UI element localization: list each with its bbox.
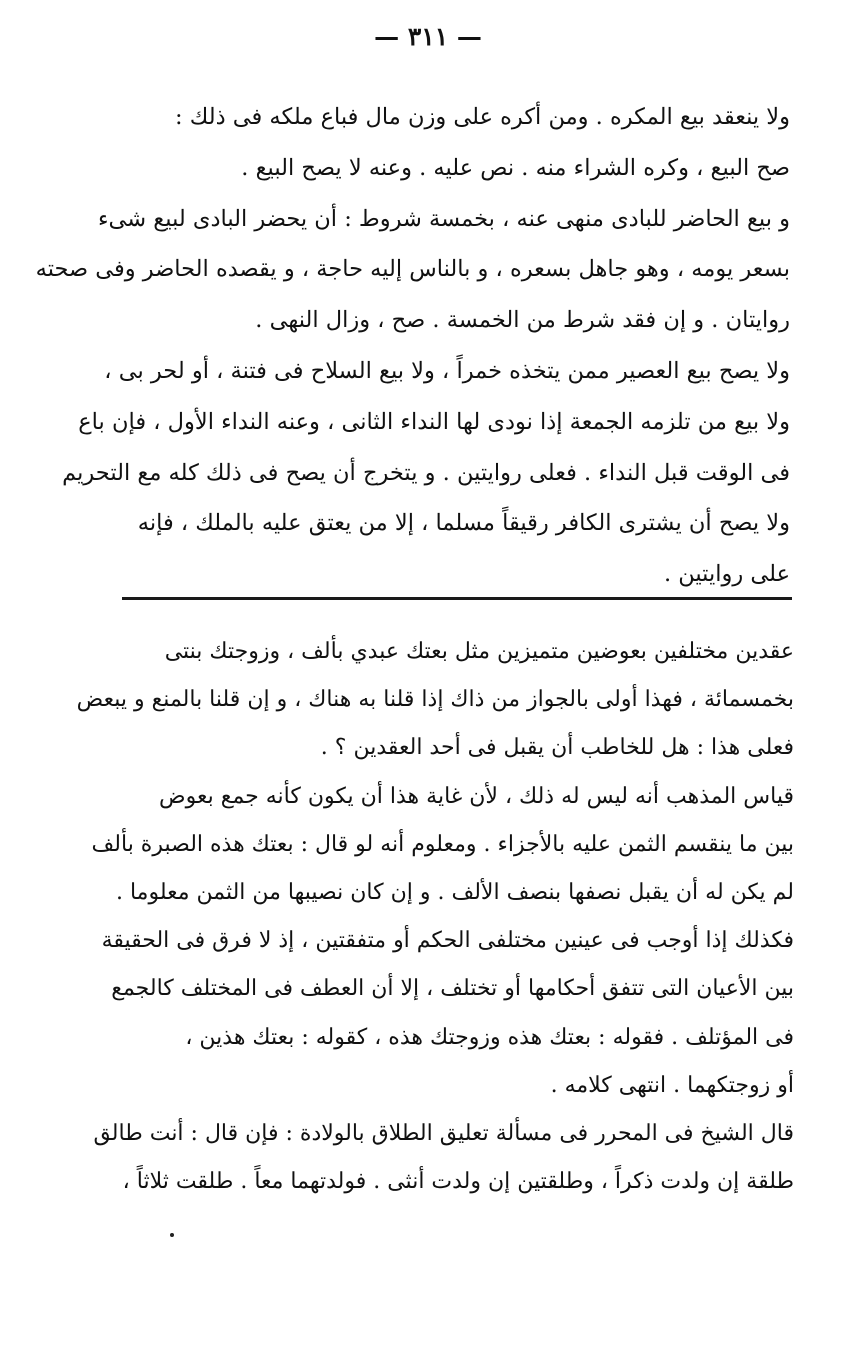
footnote-line: بين الأعيان التى تتفق أحكامها أو تختلف ، إلا أن العطف فى المختلف كالجمع xyxy=(111,976,794,1002)
footnote-line: أو زوجتكهما . انتهى كلامه . xyxy=(550,1072,794,1098)
footnote-line: لم يكن له أن يقبل نصفها بنصف الألف . و إن كان نصيبها من الثمن معلوما . xyxy=(115,879,794,905)
ink-speck xyxy=(170,1233,174,1237)
footnote-line: قياس المذهب أنه ليس له ذلك ، لأن غاية هذا أن يكون كأنه جمع بعوض xyxy=(159,783,794,809)
footnote-line: بين ما ينقسم الثمن عليه بالأجزاء . ومعلوم أنه لو قال : بعتك هذه الصبرة بألف xyxy=(91,831,794,857)
footnote-line: عقدين مختلفين بعوضين متميزين مثل بعتك عبدي بألف ، وزوجتك بنتى xyxy=(164,639,794,664)
footnote-line: فعلى هذا : هل للخاطب أن يقبل فى أحد العقدين ؟ . xyxy=(320,735,794,761)
footnote-line: قال الشيخ فى المحرر فى مسألة تعليق الطلاق بالولادة : فإن قال : أنت طالق xyxy=(93,1120,794,1146)
main-text-line: ولا ينعقد بيع المكره . ومن أكره على وزن مال فباع ملكه فى ذلك : xyxy=(175,104,790,130)
main-text-line: و بيع الحاضر للبادى منهى عنه ، بخمسة شروط : أن يحضر البادى لبيع شىء xyxy=(97,205,790,232)
footnote-line: طلقة إن ولدت ذكراً ، وطلقتين إن ولدت أنثى . فولدتهما معاً . طلقت ثلاثاً ، xyxy=(122,1169,794,1195)
main-text-line: على روايتين . xyxy=(663,561,790,588)
main-text xyxy=(35,92,790,600)
footnote-text xyxy=(76,628,794,1206)
main-text-line: روايتان . و إن فقد شرط من الخمسة . صح ، وزال النهى . xyxy=(255,307,790,334)
main-text-line: ولا يصح أن يشترى الكافر رقيقاً مسلما ، إلا من يعتق عليه بالملك ، فإنه xyxy=(137,510,790,537)
main-text-line: ولا يصح بيع العصير ممن يتخذه خمراً ، ولا بيع السلاح فى فتنة ، أو لحر بى ، xyxy=(104,357,790,384)
footnote-separator xyxy=(122,597,792,600)
footnote-line: بخمسمائة ، فهذا أولى بالجواز من ذاك إذا قلنا به هناك ، و إن قلنا بالمنع و يبعض xyxy=(76,687,794,713)
footnote-line: فى المؤتلف . فقوله : بعتك هذه وزوجتك هذه ، كقوله : بعتك هذين ، xyxy=(185,1024,794,1050)
main-text-line: صح البيع ، وكره الشراء منه . نص عليه . وعنه لا يصح البيع . xyxy=(241,154,790,181)
page-number: — ٣١١ — xyxy=(374,22,482,51)
main-text-line: ولا بيع من تلزمه الجمعة إذا نودى لها النداء الثانى ، وعنه النداء الأول ، فإن باع xyxy=(78,408,790,435)
footnote-line: فكذلك إذا أوجب فى عينين مختلفى الحكم أو متفقتين ، إذ لا فرق فى الحقيقة xyxy=(101,928,794,954)
main-text-line: بسعر يومه ، وهو جاهل بسعره ، و بالناس إليه حاجة ، و يقصده الحاضر وفى صحته xyxy=(35,256,790,283)
main-text-line: فى الوقت قبل النداء . فعلى روايتين . و يتخرج أن يصح فى ذلك كله مع التحريم xyxy=(62,459,790,486)
